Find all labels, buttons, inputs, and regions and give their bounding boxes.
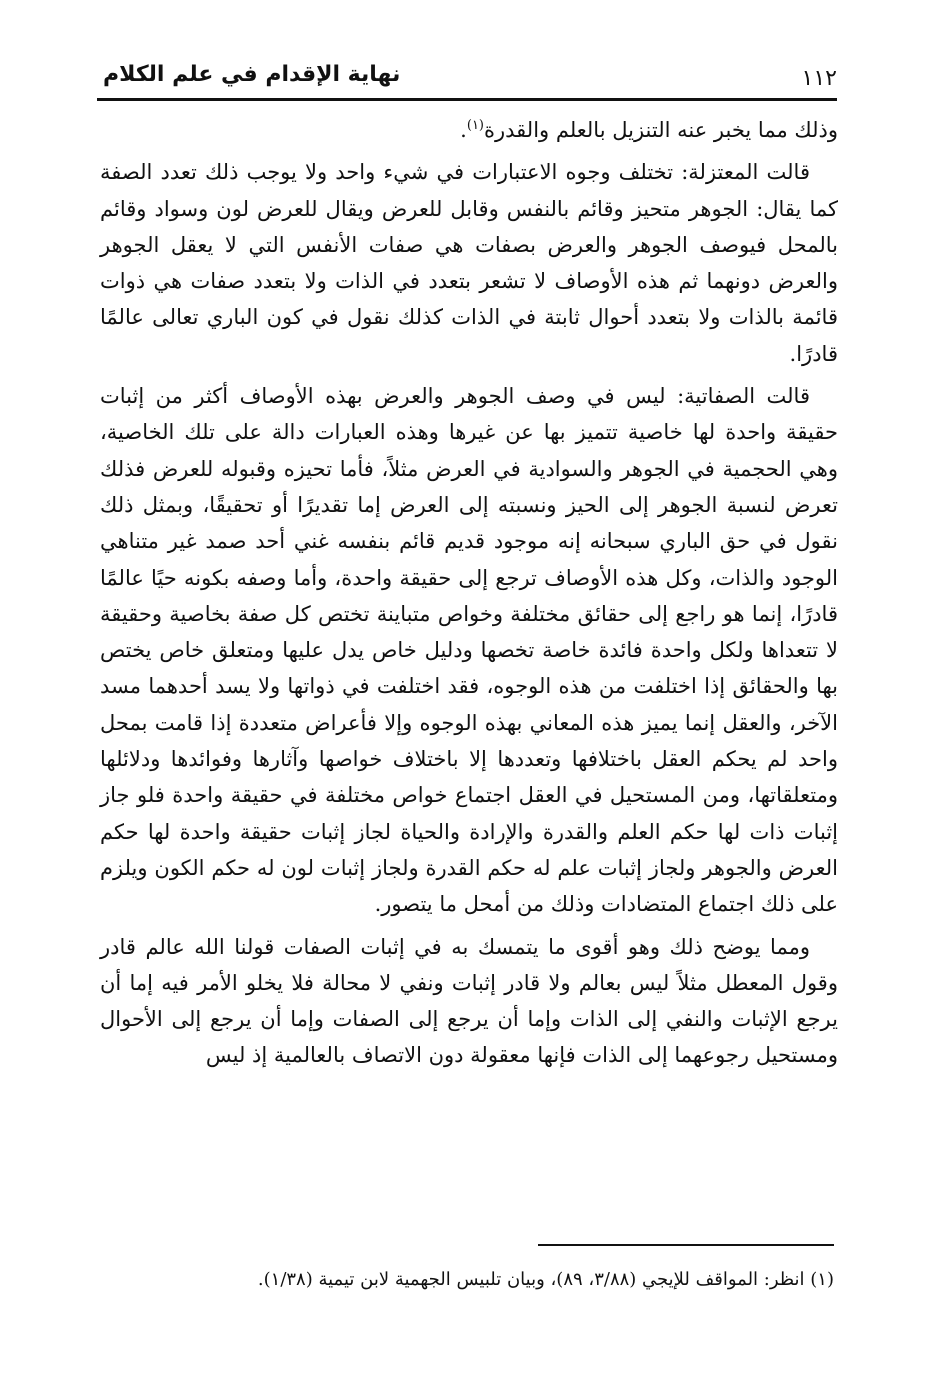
paragraph-1-trail: .	[460, 118, 467, 142]
running-header	[97, 58, 837, 98]
page-number: ١١٢	[801, 66, 837, 91]
paragraph-2: قالت المعتزلة: تختلف وجوه الاعتبارات في شيء واحد ولا يوجب ذلك تعدد الصفة كما يقال: الجوهر متحيز وقائم بالنفس وقابل للعرض ويقال للعرض لون وسواد وقائم بالمحل فيوصف الجوهر والعرض بصفات هي صفات الأنفس التي لا يعقل الجوهر والعرض دونهما ثم هذه الأوصاف لا تشعر بتعدد في الذات ولا بتعدد صفات هي ذوات قائمة بالذات ولا بتعدد أحوال ثابتة في الذات كذلك نقول في كون الباري تعالى عالمًا قادرًا.	[100, 160, 838, 366]
book-title: نهاية الإقدام في علم الكلام	[103, 62, 401, 87]
main-text	[100, 112, 838, 1080]
footnote: (١) انظر: المواقف للإيجي (٣/٨٨، ٨٩)، وبيان تلبيس الجهمية لابن تيمية (١/٣٨).	[257, 1269, 834, 1290]
paragraph-4: ومما يوضح ذلك وهو أقوى ما يتمسك به في إثبات الصفات قولنا الله عالم قادر وقول المعطل مثلاً ليس بعالم ولا قادر إثبات ونفي لا محالة فلا يخلو الأمر فيه إما أن يرجع الإثبات والنفي إلى الذات وإما أن يرجع إلى الصفات وإما أن يرجع إلى الأحوال ومستحيل رجوعهما إلى الذات فإنها معقولة دون الاتصاف بالعالمية إذ ليس	[100, 934, 838, 1068]
footnote-divider	[538, 1244, 834, 1246]
paragraph-1-text: وذلك مما يخبر عنه التنزيل بالعلم والقدرة	[484, 118, 838, 142]
paragraph-1	[100, 112, 838, 148]
paragraph-3: قالت الصفاتية: ليس في وصف الجوهر والعرض بهذه الأوصاف أكثر من إثبات حقيقة واحدة لها خاصية تتميز بها عن غيرها وهذه العبارات دالة على تلك الخاصية، وهي الحجمية في الجوهر والسوادية في العرض مثلاً، فأما تحيزه وقبوله للعرض فذلك تعرض لنسبة الجوهر إلى الحيز ونسبته إلى العرض إما تقديرًا أو تحقيقًا، وبمثل ذلك نقول في حق الباري سبحانه إنه موجود قديم قائم بنفسه غني أحد صمد غير متناهي الوجود والذات، وكل هذه الأوصاف ترجع إلى حقيقة واحدة، وأما وصفه بكونه حيًا عالمًا قادرًا، إنما هو راجع إلى حقائق مختلفة وخواص متباينة تختص كل صفة بخاصية وحقيقة لا تتعداها ولكل واحدة فائدة خاصة تخصها ودليل خاص يدل عليها ومتعلق خاص يختص بها والحقائق إذا اختلفت من هذه الوجوه، فقد اختلفت في ذواتها ولا يسد أحدهما مسد الآخر، والعقل إنما يميز هذه المعاني بهذه الوجوه وإلا فأعراض متعددة إذا قامت بمحل واحد لم يحكم العقل باختلافها وتعددها إلا باختلاف خواصها وآثارها وفوائدها ودلائلها ومتعلقاتها، ومن المستحيل في العقل اجتماع خواص مختلفة في حقيقة واحدة فلو جاز إثبات ذات لها حكم العلم والقدرة والإرادة والحياة لجاز إثبات حقيقة واحدة لها حكم العرض والجوهر ولجاز إثبات علم له حكم القدرة ولجاز إثبات لون له حكم الكون ويلزم على ذلك اجتماع المتضادات وذلك من أمحل ما يتصور.	[100, 384, 838, 917]
header-divider	[97, 98, 837, 101]
footnote-reference: (١)	[466, 118, 484, 133]
